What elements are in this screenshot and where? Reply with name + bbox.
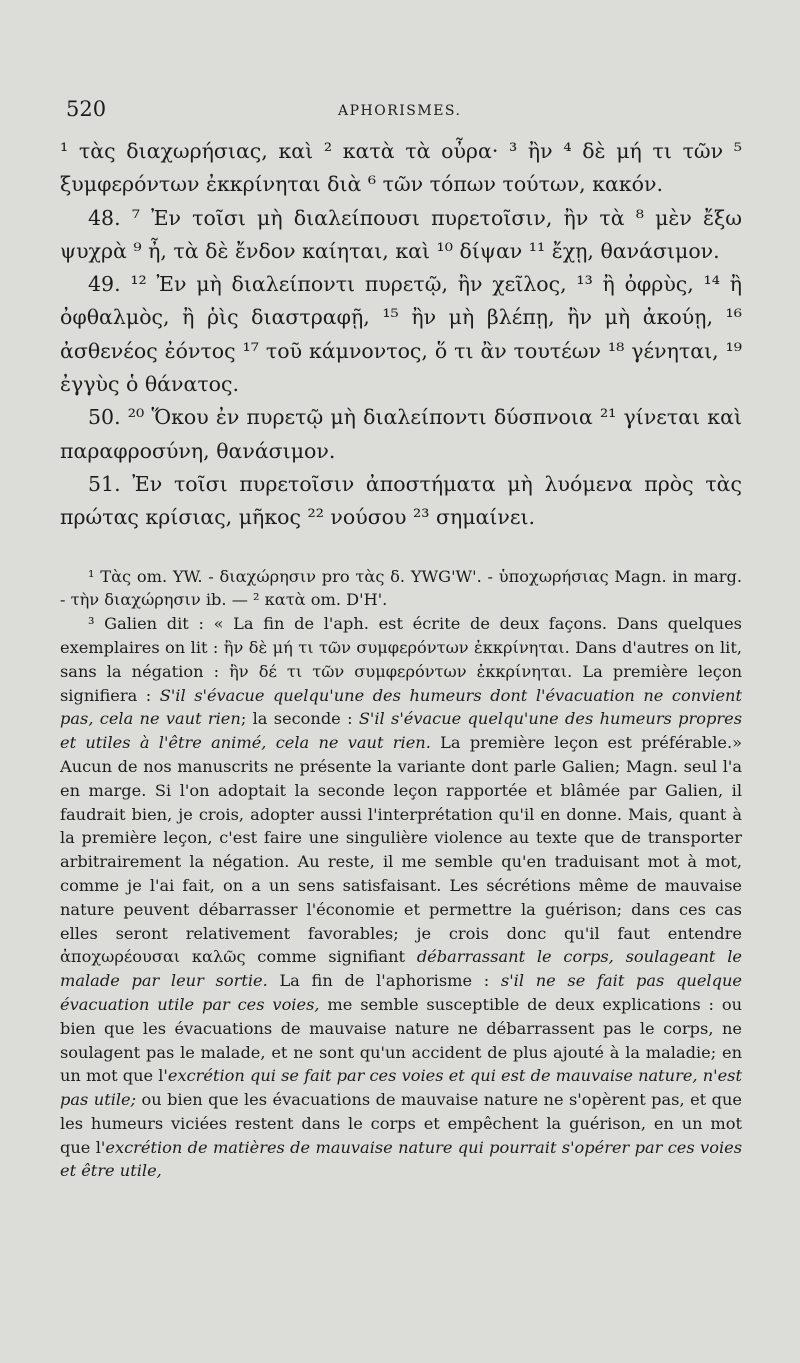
greek-aphorisms [60,135,742,535]
footnote-1: ¹ Τὰς om. YW. - διαχώρησιν pro τὰς δ. YWG'W'. - ὑποχωρήσιας Magn. in marg. - τὴν διαχώρησιν ib. — ² κατὰ om. D'H'. [60,566,742,610]
footnote-text: ; la seconde : [240,709,353,729]
greek-paragraph: ¹ τὰς διαχωρήσιας, καὶ ² κατὰ τὰ οὖρα· ³ ἢν ⁴ δὲ μή τι τῶν ⁵ ξυμφερόντων ἐκκρίνηται διὰ ⁶ τῶν τόπων τούτων, κακόν. [60,139,742,197]
footnote-italic: excrétion de matières de mauvaise nature qui pourrait s'opérer par ces voies et être utile, [60,1137,743,1181]
footnote-italic: S'il s'évacue quelqu'une des humeurs propres et utiles à l'être animé, cela ne vaut rien. [60,709,742,753]
footnote-italic: S'il s'évacue quelqu'une des humeurs dont l'évacuation ne convient pas, cela ne vaut rien [60,685,742,729]
footnote-text: La fin de l'aphorisme : [279,971,490,991]
aphorism-51: 51. Ἐν τοῖσι πυρετοῖσιν ἀποστήματα μὴ λυόμενα πρὸς τὰς πρώτας κρίσιας, μῆκος ²² νούσου ²³ σημαίνει. [60,471,742,530]
running-title: APHORISMES. [338,103,462,119]
footnote-text: me semble susceptible de deux explications : ou bien que les évacuations de mauvaise nature ne débarrassent pas le corps, ne soulagent pas le malade, et ne sont qu'un accident de plus ajouté à la maladie; en un mot que l' [60,994,742,1086]
footnote-italic: débarrassant le corps, soulageant le malade par leur sortie. [60,947,742,991]
footnote-italic: excrétion qui se fait par ces voies et qui est de mauvaise nature, n'est pas utile; [60,1066,742,1110]
footnote-3 [60,612,742,1183]
footnote-text: ³ Galien dit : « La fin de l'aph. est écrite de deux façons. Dans quelques exemplaires on lit : ἢν δὲ μή τι τῶν συμφερόντων ἐκκρίνηται. Dans d'autres on lit, sans la négation : ἢν δέ τι τῶν συμφερόντων ἐκκρίνηται. La première leçon signifiera : [60,614,742,705]
page-number: 520 [66,97,107,121]
footnote-italic: s'il ne se fait pas quelque évacuation utile par ces voies, [60,971,742,1014]
footnote-text: La première leçon est préférable.» Aucun de nos manuscrits ne présente la variante dont parle Galien; Magn. seul l'a en marge. Si l'on adoptait la seconde leçon rapportée et blâmée par Galien, il faudrait bien, je crois, adopter aussi l'interprétation qu'il en donne. Mais, quant à la première leçon, c'est faire une singulière violence au texte que de transporter arbitrairement la négation. Au reste, il me semble qu'en traduisant mot à mot, comme je l'ai fait, on a un sens satisfaisant. Les sécrétions même de mauvaise nature peuvent débarrasser l'économie et permettre la guérison; dans ces cas elles seront relativement favorables; je crois donc qu'il faut entendre ἀποχωρέουσαι καλῶς comme signifiant [60,733,743,967]
aphorism-48: 48. ⁷ Ἐν τοῖσι μὴ διαλείπουσι πυρετοῖσιν, ἢν τὰ ⁸ μὲν ἔξω ψυχρὰ ⁹ ἦ, τὰ δὲ ἔνδον καίηται, καὶ ¹⁰ δίψαν ¹¹ ἔχῃ, θανάσιμον. [60,205,742,263]
footnote-text: ou bien que les évacuations de mauvaise nature ne s'opèrent pas, et que les humeurs viciées restent dans le corps et empêchent la guérison, en un mot que l' [60,1090,742,1157]
page-header [60,95,742,135]
aphorism-50: 50. ²⁰ Ὅκου ἐν πυρετῷ μὴ διαλείποντι δύσπνοια ²¹ γίνεται καὶ παραφροσύνη, θανάσιμον. [60,405,742,463]
footnotes [60,565,742,1184]
aphorism-49: 49. ¹² Ἐν μὴ διαλείποντι πυρετῷ, ἢν χεῖλος, ¹³ ἢ ὀφρὺς, ¹⁴ ἢ ὀφθαλμὸς, ἢ ῥὶς διαστραφῇ, ¹⁵ ἢν μὴ βλέπῃ, ἢν μὴ ἀκούῃ, ¹⁶ ἀσθενέος ἐόντος ¹⁷ τοῦ κάμνοντος, ὅ τι ἂν τουτέων ¹⁸ γένηται, ¹⁹ ἐγγὺς ὁ θάνατος. [60,272,742,397]
